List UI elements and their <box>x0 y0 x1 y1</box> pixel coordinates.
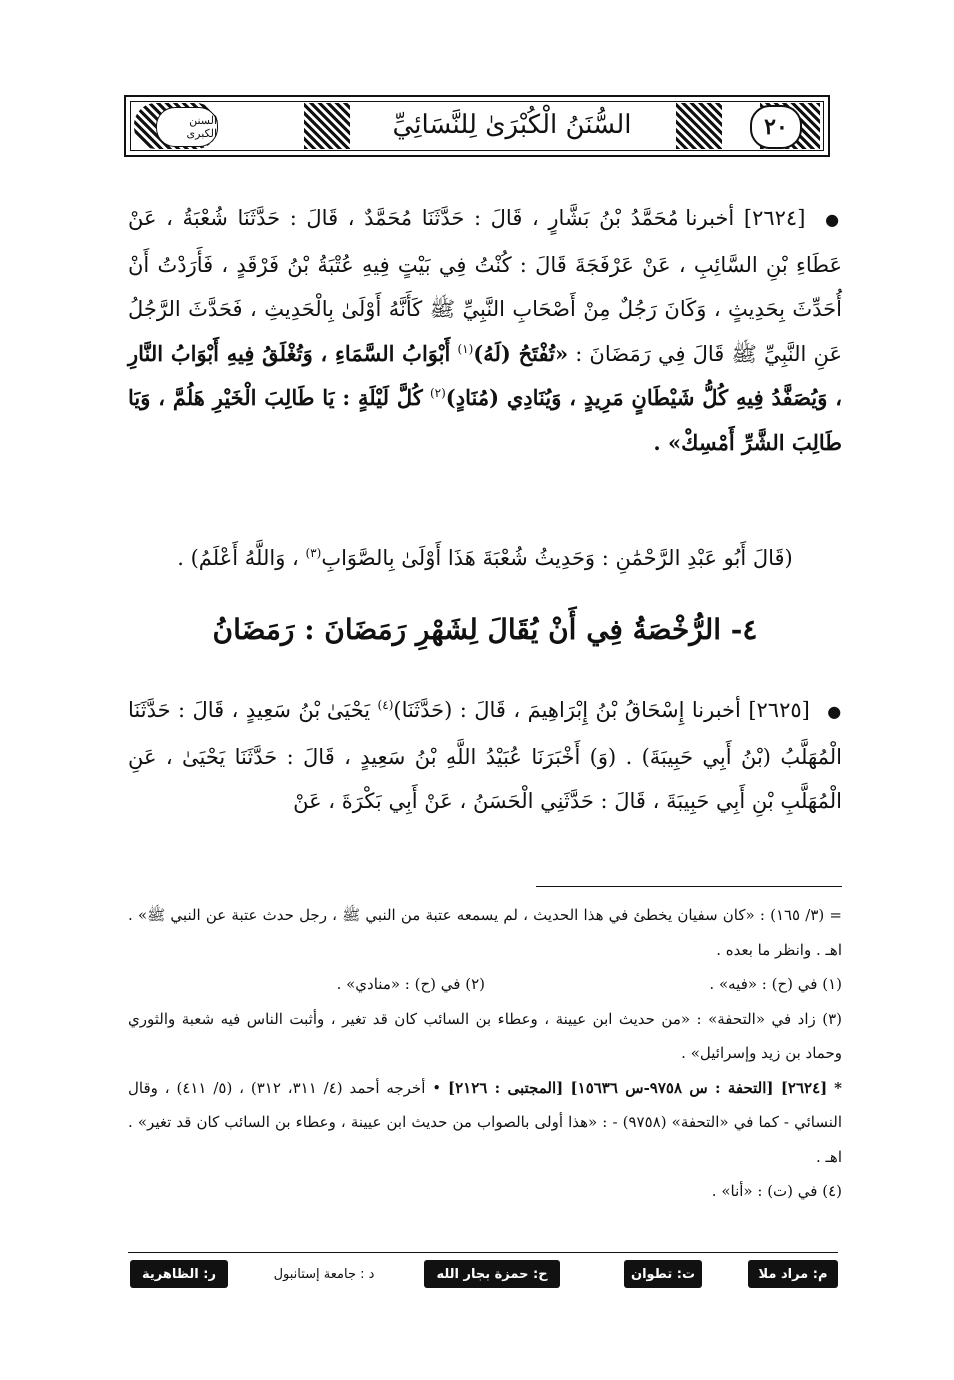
book-logo: السنن الكبرى <box>156 107 218 147</box>
manuscript-badge-m: م: مراد ملا <box>748 1260 838 1288</box>
takhrij-text: • أخرجه أحمد (٤/ ٣١١، ٣١٢) ، (٥/ ٤١١) ، وقال النسائي - كما في «التحفة» (٩٧٥٨) - : «هذا أولى بالصواب من حديث ابن عيينة ، وعطاء بن السائب كان قد تغير» . اهـ . <box>128 1078 842 1166</box>
manuscript-badge-r: ر: الظاهرية <box>130 1260 228 1288</box>
hadith-line-4: فَحَدَّثَ الرَّجُلُ عَنِ النَّبِيِّ ﷺ قَالَ فِي رَمَضَانَ : <box>128 297 842 366</box>
hadith-part-1: أخبرنا إِسْحَاقُ بْنُ إِبْرَاهِيمَ ، قَالَ : (حَدَّثَنَا) <box>393 698 741 722</box>
hadith-line-1: أخبرنا مُحَمَّدُ بْنُ بَشَّارٍ ، قَالَ : حَدَّثَنَا مُحَمَّدٌ ، قَالَ : حَدَّثَنَا شُعْبَةُ ، عَنْ <box>128 206 735 230</box>
running-title: السُّنَنُ الْكُبْرَىٰ لِلنَّسَائِيِّ <box>392 110 632 140</box>
hadith-part-2: يَحْيَىٰ بْنُ سَعِيدٍ ، قَالَ : حَدَّثَنَا الْمُهَلَّبُ (بْنُ أَبِي حَبِيبَةَ) . (وَ) أَخْبَرَنَا عُبَيْدُ اللَّهِ بْنُ سَعِيدٍ ، قَالَ : حَدَّثَنَا يَحْيَىٰ ، عَنِ الْمُهَلَّبِ بْنِ أَبِي حَبِيبَةَ ، قَالَ : حَدَّثَنِي الْحَسَنُ ، عَنْ أَبِي بَكْرَةَ ، عَنْ <box>128 698 842 813</box>
footnote-4: (٤) في (ت) : «أنا» . <box>711 1182 842 1200</box>
hadith-2625 <box>128 688 842 824</box>
prophetic-text-2: أَبْوَابُ السَّمَاءِ ، وَتُغْلَقُ فِيهِ أَبْوَابُ النَّارِ ، وَيُصَفَّدُ فِيهِ كُلُّ شَيْطَانٍ مَرِيدٍ ، وَيُنَادِي (مُنَادٍ) <box>128 340 843 410</box>
section-title: ٤- الرُّخْصَةُ فِي أَنْ يُقَالَ لِشَهْرِ رَمَضَانَ : رَمَضَانُ <box>212 613 758 646</box>
footnote-separator <box>536 886 842 887</box>
hadith-2624 <box>128 196 842 465</box>
footnote-ref-4: (٤) <box>377 698 394 712</box>
footnote-ref-1: (١) <box>457 341 474 356</box>
hadith-line-2: عَطَاءِ بْنِ السَّائِبِ ، عَنْ عَرْفَجَةَ قَالَ : كُنْتُ فِي بَيْتٍ فِيهِ عُتْبَةُ بْنُ فَرْقَدٍ ، فَأَرَدْتُ <box>157 252 842 277</box>
manuscript-legend <box>128 1258 838 1292</box>
star-icon: * <box>834 1078 842 1097</box>
footnote-1: (١) في (ح) : «فيه» . <box>709 975 842 993</box>
takhrij-note <box>128 1071 842 1175</box>
ornament-left-inner <box>304 103 350 149</box>
footnote-ref-2: (٢) <box>429 386 446 400</box>
manuscript-badge-t: ت: تطوان <box>624 1260 702 1288</box>
prophetic-text-3: كُلَّ لَيْلَةٍ : يَا طَالِبَ الْخَيْرِ هَلُمَّ ، وَيَا طَالِبَ الشَّرِّ أَمْسِكْ» . <box>128 385 842 455</box>
comment-text: (قَالَ أَبُو عَبْدِ الرَّحْمَٰنِ : وَحَدِيثُ شُعْبَةَ هَذَا أَوْلَىٰ بِالصَّوَابِ <box>321 546 793 570</box>
footnote-ref-3: (٣) <box>305 546 322 560</box>
hadith-line-3: أَنْ أُحَدِّثَ بِحَدِيثٍ ، وَكَانَ رَجُلٌ مِنْ أَصْحَابِ النَّبِيِّ ﷺ كَأَنَّهُ أَوْلَىٰ بِالْحَدِيثِ ، <box>128 252 842 321</box>
bullet-icon: ● <box>827 702 842 721</box>
comment-tail: ، وَاللَّهُ أَعْلَمُ) . <box>177 546 299 570</box>
manuscript-separator <box>128 1252 838 1253</box>
manuscript-badge-h: ح: حمزة بجار الله <box>424 1260 560 1288</box>
page-header <box>124 95 830 157</box>
bullet-icon: ● <box>825 210 842 229</box>
hadith-number: [٢٦٢٥] <box>748 698 810 722</box>
ornament-right-inner <box>676 103 722 149</box>
takhrij-refs: [٢٦٢٤] [التحفة : س ٩٧٥٨-س ١٥٦٣٦] [المجتبى : ٢١٢٦] <box>447 1078 828 1097</box>
page-number: ٢٠ <box>750 105 802 149</box>
footnote-continuation: = (٣/ ١٦٥) : «كان سفيان يخطئ في هذا الحديث ، لم يسمعه عتبة من النبي ﷺ ، رجل حدث عتبة عن النبي ﷺ» . اهـ . وانظر ما بعده . <box>128 906 842 959</box>
hadith-number: [٢٦٢٤] <box>743 206 806 230</box>
footnote-row <box>128 967 842 1002</box>
manuscript-badge-d: د : جامعة إستانبول <box>273 1266 375 1282</box>
prophetic-text-1: «تُفْتَحُ (لَهُ) <box>473 340 569 366</box>
footnote-2: (٢) في (ح) : «منادي» . <box>336 975 485 993</box>
footnote-3: (٣) زاد في «التحفة» : «من حديث ابن عيينة ، وعطاء بن السائب كان قد تغير ، وأثبت الناس فيه شعبة والثوري وحماد بن زيد وإسرائيل» . <box>128 1009 842 1062</box>
footnotes <box>128 898 842 1209</box>
abu-abdurrahman-comment <box>128 536 842 581</box>
